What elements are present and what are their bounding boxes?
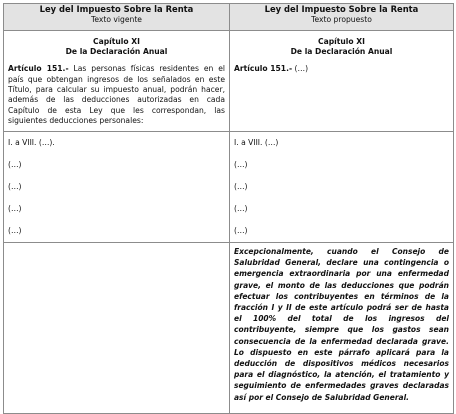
current-chapter-number: Capítulo XI [93,37,140,46]
current-article-cell [4,31,230,132]
proposed-fractions-cell [230,132,454,243]
comparison-table [3,3,454,414]
current-empty-cell [4,243,230,414]
header-proposed-law [230,4,454,31]
header-left-subtitle: Texto vigente [91,14,142,24]
fractions-row [4,132,454,243]
table-header-row [4,4,454,31]
proposed-fraction-line: (…) [234,182,248,191]
current-fraction-line: (…) [8,204,22,213]
proposed-article-body: (…) [294,64,309,74]
article-row [4,31,454,132]
proposed-fraction-line: (…) [234,160,248,169]
proposed-addition-cell [230,243,454,414]
header-right-title: Ley del Impuesto Sobre la Renta [264,4,419,14]
current-fraction-line: (…) [8,182,22,191]
proposed-chapter-title: De la Declaración Anual [290,46,393,56]
header-right-subtitle: Texto propuesto [311,14,372,24]
header-left-title: Ley del Impuesto Sobre la Renta [39,4,194,14]
current-chapter-heading [8,37,225,56]
proposed-fraction-line: I. a VIII. (…) [234,138,279,147]
current-article-label: Artículo 151.- [8,64,69,74]
current-fraction-line: (…) [8,160,22,169]
current-article-body: Las personas físicas residentes en el país que obtengan ingresos de los señalados en este Título, para calcular su impuesto anual, podrán hacer, además de las deducciones autorizadas en cada Capítulo de esta Ley que les correspondan, las siguientes deducciones personales: [8,64,225,126]
proposed-fraction-line: (…) [234,226,248,235]
proposed-chapter-heading [234,37,449,56]
proposed-chapter-number: Capítulo XI [318,37,365,46]
proposal-row [4,243,454,414]
current-chapter-title: De la Declaración Anual [65,46,168,56]
proposed-addition-paragraph: Excepcionalmente, cuando el Consejo de Salubridad General, declare una contingencia o emergencia extraordinaria por una enfermedad grave, el monto de las deducciones que podrán efectuar los contribuyentes en términos de la fracción I y II de este artículo podrá ser de hasta el 100% del total de los ingresos del contribuyente, siempre que los gastos sean consecuencia de la enfermedad declarada grave. Lo dispuesto en este párrafo aplicará para la deducción de dispositivos médicos necesarios para el diagnóstico, la atención, el tratamiento y seguimiento de enfermedades graves declaradas así por el Consejo de Salubridad General. [234,247,449,402]
proposed-article-cell [230,31,454,132]
header-current-law [4,4,230,31]
proposed-article-label: Artículo 151.- [234,64,293,74]
current-fractions-cell [4,132,230,243]
proposed-fraction-line: (…) [234,204,248,213]
current-fraction-line: I. a VIII. (…). [8,138,55,147]
current-fraction-line: (…) [8,226,22,235]
proposed-article-text [234,64,449,74]
current-article-text [8,64,225,126]
